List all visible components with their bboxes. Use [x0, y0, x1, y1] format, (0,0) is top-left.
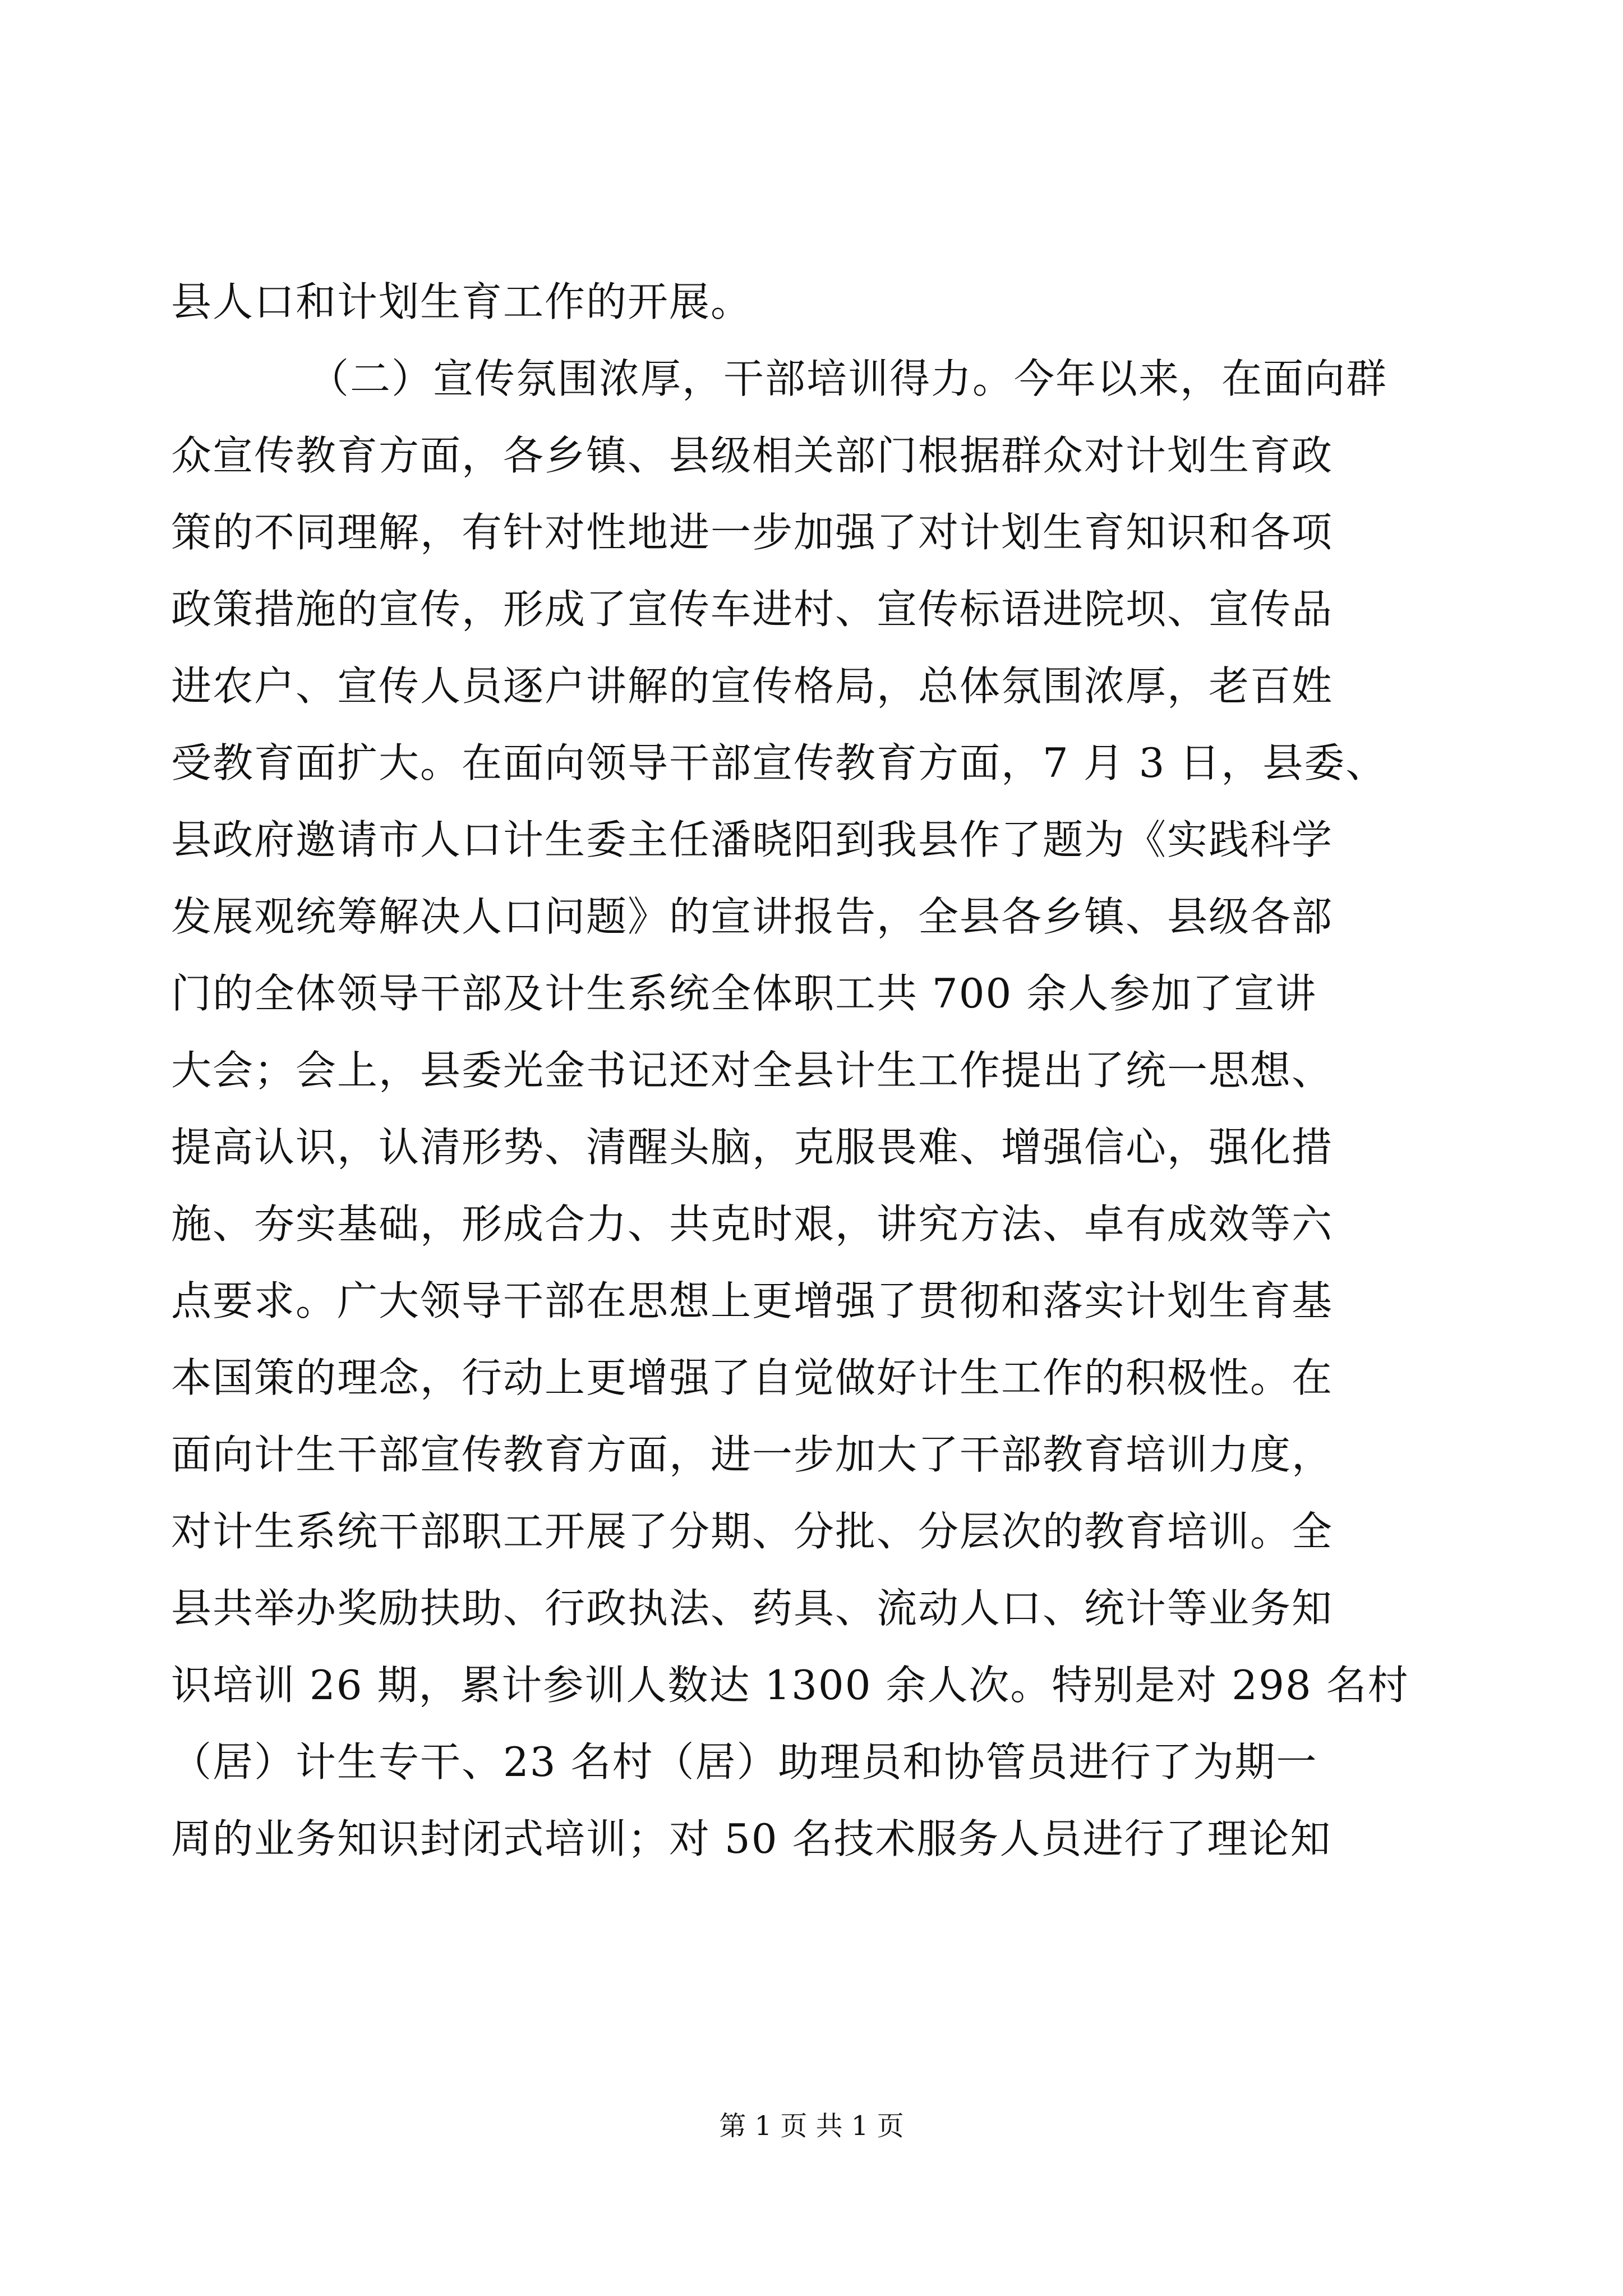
- text-line: 识培训 26 期，累计参训人数达 1300 余人次。特别是对 298 名村: [171, 1662, 1409, 1709]
- text-line: 进农户、宣传人员逐户讲解的宣传格局，总体氛围浓厚，老百姓: [171, 662, 1334, 710]
- text-line: 受教育面扩大。在面向领导干部宣传教育方面，7 月 3 日，县委、: [171, 739, 1387, 786]
- text-line: 县共举办奖励扶助、行政执法、药具、流动人口、统计等业务知: [171, 1585, 1334, 1632]
- text-line: 发展观统筹解决人口问题》的宣讲报告，全县各乡镇、县级各部: [171, 893, 1334, 940]
- text-line: 门的全体领导干部及计生系统全体职工共 700 余人参加了宣讲: [171, 970, 1317, 1017]
- text-line: 大会；会上，县委光金书记还对全县计生工作提出了统一思想、: [171, 1047, 1334, 1094]
- text-line: （二）宣传氛围浓厚，干部培训得力。今年以来，在面向群: [308, 355, 1388, 402]
- text-line: 施、夯实基础，形成合力、共克时艰，讲究方法、卓有成效等六: [171, 1200, 1334, 1248]
- text-line: 县人口和计划生育工作的开展。: [171, 278, 753, 325]
- text-line: 众宣传教育方面，各乡镇、县级相关部门根据群众对计划生育政: [171, 432, 1334, 479]
- text-line: （居）计生专干、23 名村（居）助理员和协管员进行了为期一: [171, 1738, 1318, 1786]
- text-line: 周的业务知识封闭式培训；对 50 名技术服务人员进行了理论知: [171, 1815, 1332, 1862]
- text-line: 面向计生干部宣传教育方面，进一步加大了干部教育培训力度，: [171, 1431, 1334, 1478]
- text-line: 策的不同理解，有针对性地进一步加强了对计划生育知识和各项: [171, 509, 1334, 556]
- document-body: [171, 264, 1461, 1878]
- page-number-label: 第 1 页 共 1 页: [719, 2110, 904, 2142]
- page-footer: [0, 2109, 1623, 2143]
- text-line: 县政府邀请市人口计生委主任潘晓阳到我县作了题为《实践科学: [171, 816, 1334, 863]
- text-line: 对计生系统干部职工开展了分期、分批、分层次的教育培训。全: [171, 1508, 1334, 1555]
- text-line: 政策措施的宣传，形成了宣传车进村、宣传标语进院坝、宣传品: [171, 586, 1334, 633]
- text-line: 提高认识，认清形势、清醒头脑，克服畏难、增强信心，强化措: [171, 1124, 1334, 1171]
- text-line: 本国策的理念，行动上更增强了自觉做好计生工作的积极性。在: [171, 1354, 1334, 1401]
- text-line: 点要求。广大领导干部在思想上更增强了贯彻和落实计划生育基: [171, 1277, 1334, 1324]
